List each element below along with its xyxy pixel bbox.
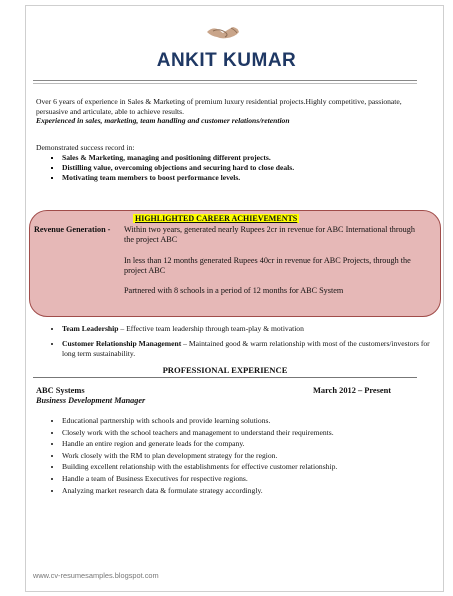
list-item: ▪ Distilling value, overcoming objections and securing hard to close deals. [62,163,294,173]
list-item: • Educational partnership with schools and provide learning solutions. [62,415,337,427]
summary [36,97,416,126]
list-item: • Building excellent relationship with the establishments for effective customer relationship. [62,461,337,473]
summary-text: Over 6 years of experience in Sales & Marketing of premium luxury residential projects.Highly competitive, passionate, persuasive and articulate, able to achieve results. [36,97,402,116]
list-item: • Work closely with the RM to plan development strategy for the region. [62,450,337,462]
list-item: ▪ Sales & Marketing, managing and positioning different projects. [62,153,294,163]
skill-text: – Maintained good & warm relationship with most of the customers/investors for long term sustainability. [62,338,430,358]
skill-label: Customer Relationship Management [62,338,182,348]
list-item: • Handle an entire region and generate leads for the company. [62,438,337,450]
duties-list [50,415,337,496]
success-list [50,153,294,182]
handshake-icon [205,22,241,42]
skill-label: Team Leadership [62,324,119,333]
skills-list [50,324,442,363]
header-divider-thin [33,83,417,84]
list-item [62,339,442,359]
revenue-items [124,225,424,306]
list-item: • Analyzing market research data & formulate strategy accordingly. [62,485,337,497]
achievement-item: Within two years, generated nearly Rupees 2cr in revenue for ABC International through the project ABC [124,225,415,245]
success-intro: Demonstrated success record in: [36,143,135,152]
footer-url[interactable]: www.cv-resumesamples.blogspot.com [33,571,159,580]
section-title: PROFESSIONAL EXPERIENCE [162,365,288,375]
achievements-title: HIGHLIGHTED CAREER ACHIEVEMENTS [135,214,298,223]
achievement-item: In less than 12 months generated Rupees 40cr in revenue for ABC Projects, through the project ABC [124,255,411,275]
candidate-name: ANKIT KUMAR [156,50,297,71]
list-item: ▪ Motivating team members to boost performance levels. [62,173,294,183]
revenue-label: Revenue Generation - [34,225,111,234]
header-divider [33,80,417,81]
section-divider [33,377,417,378]
list-item: • Handle a team of Business Executives for respective regions. [62,473,337,485]
achievement-item: Partnered with 8 schools in a period of 12 months for ABC System [124,286,344,296]
company-name: ABC Systems [36,386,85,395]
summary-emphasis: Experienced in sales, marketing, team handling and customer relations/retention [36,116,290,126]
list-item: • Closely work with the school teachers and management to understand their requirements. [62,427,337,439]
skill-text: – Effective team leadership through team-play & motivation [120,324,304,333]
employment-dates: March 2012 – Present [313,386,392,395]
job-title: Business Development Manager [36,396,146,405]
list-item [62,324,442,334]
